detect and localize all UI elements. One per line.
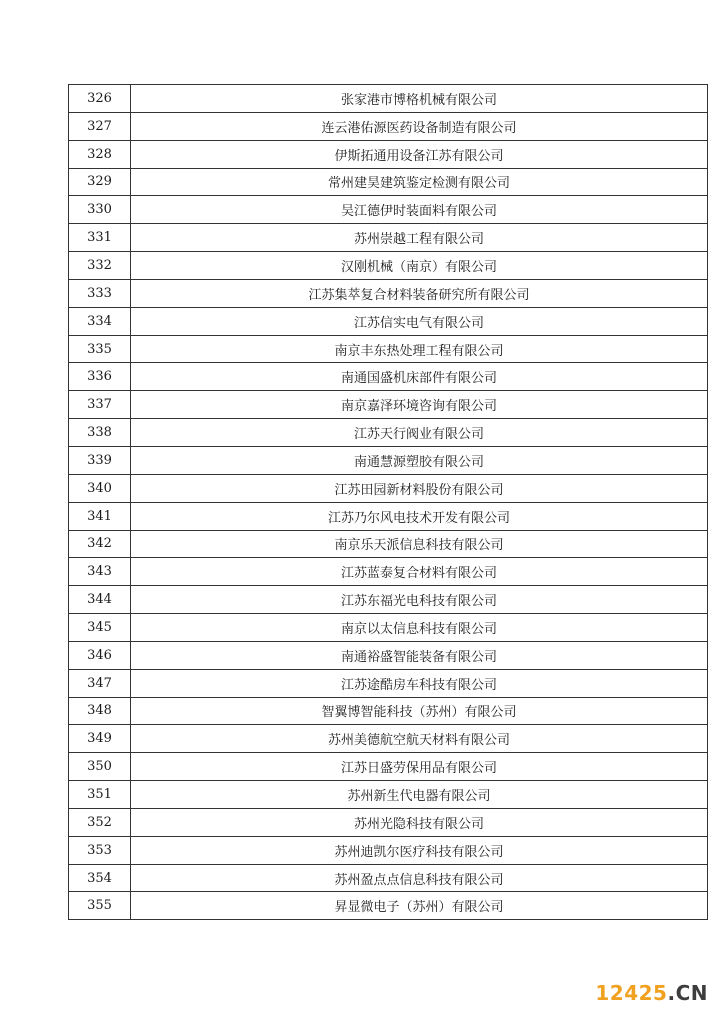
row-number-cell: 353 [69, 836, 131, 864]
table-row [69, 641, 708, 669]
row-number-cell: 331 [69, 224, 131, 252]
company-name-cell: 苏州光隐科技有限公司 [131, 808, 708, 836]
row-number-cell: 336 [69, 363, 131, 391]
row-number-cell: 330 [69, 196, 131, 224]
table-row [69, 335, 708, 363]
row-number-cell: 333 [69, 279, 131, 307]
row-number-cell: 347 [69, 669, 131, 697]
table-row [69, 168, 708, 196]
row-number-cell: 351 [69, 781, 131, 809]
table-row [69, 836, 708, 864]
table-row [69, 558, 708, 586]
row-number-cell: 348 [69, 697, 131, 725]
company-table-body [69, 85, 708, 920]
table-row [69, 753, 708, 781]
table-row [69, 112, 708, 140]
row-number-cell: 326 [69, 85, 131, 113]
company-name-cell: 苏州迪凯尔医疗科技有限公司 [131, 836, 708, 864]
company-name-cell: 江苏田园新材料股份有限公司 [131, 474, 708, 502]
row-number-cell: 335 [69, 335, 131, 363]
row-number-cell: 338 [69, 419, 131, 447]
row-number-cell: 332 [69, 252, 131, 280]
site-watermark-logo [595, 981, 708, 1005]
table-row [69, 419, 708, 447]
row-number-cell: 343 [69, 558, 131, 586]
table-row [69, 279, 708, 307]
company-name-cell: 南京以太信息科技有限公司 [131, 614, 708, 642]
table-row [69, 363, 708, 391]
table-row [69, 474, 708, 502]
row-number-cell: 349 [69, 725, 131, 753]
company-name-cell: 汉刚机械（南京）有限公司 [131, 252, 708, 280]
table-row [69, 140, 708, 168]
table-row [69, 614, 708, 642]
row-number-cell: 328 [69, 140, 131, 168]
company-name-cell: 伊斯拓通用设备江苏有限公司 [131, 140, 708, 168]
company-name-cell: 苏州盈点点信息科技有限公司 [131, 864, 708, 892]
table-row [69, 502, 708, 530]
row-number-cell: 355 [69, 892, 131, 920]
company-name-cell: 昇显微电子（苏州）有限公司 [131, 892, 708, 920]
company-name-cell: 南京嘉泽环境咨询有限公司 [131, 391, 708, 419]
table-row [69, 307, 708, 335]
table-row [69, 224, 708, 252]
table-row [69, 196, 708, 224]
company-name-cell: 南京乐天派信息科技有限公司 [131, 530, 708, 558]
company-name-cell: 南通国盛机床部件有限公司 [131, 363, 708, 391]
row-number-cell: 329 [69, 168, 131, 196]
row-number-cell: 345 [69, 614, 131, 642]
table-row [69, 586, 708, 614]
company-name-cell: 江苏蓝泰复合材料有限公司 [131, 558, 708, 586]
company-name-cell: 连云港佑源医药设备制造有限公司 [131, 112, 708, 140]
row-number-cell: 341 [69, 502, 131, 530]
company-name-cell: 智翼博智能科技（苏州）有限公司 [131, 697, 708, 725]
row-number-cell: 346 [69, 641, 131, 669]
table-row [69, 808, 708, 836]
table-row [69, 781, 708, 809]
company-name-cell: 江苏集萃复合材料装备研究所有限公司 [131, 279, 708, 307]
company-name-cell: 南通慧源塑胶有限公司 [131, 446, 708, 474]
row-number-cell: 327 [69, 112, 131, 140]
table-row [69, 697, 708, 725]
table-row [69, 669, 708, 697]
company-name-cell: 南京丰东热处理工程有限公司 [131, 335, 708, 363]
company-name-cell: 江苏日盛劳保用品有限公司 [131, 753, 708, 781]
company-name-cell: 江苏途酷房车科技有限公司 [131, 669, 708, 697]
company-name-cell: 南通裕盛智能装备有限公司 [131, 641, 708, 669]
company-name-cell: 吴江德伊时装面料有限公司 [131, 196, 708, 224]
company-name-cell: 江苏乃尔风电技术开发有限公司 [131, 502, 708, 530]
company-list-table [68, 84, 708, 920]
table-row [69, 892, 708, 920]
row-number-cell: 339 [69, 446, 131, 474]
row-number-cell: 352 [69, 808, 131, 836]
row-number-cell: 344 [69, 586, 131, 614]
row-number-cell: 334 [69, 307, 131, 335]
table-row [69, 725, 708, 753]
table-row [69, 391, 708, 419]
row-number-cell: 354 [69, 864, 131, 892]
table-row [69, 864, 708, 892]
watermark-suffix: .CN [667, 981, 708, 1005]
table-row [69, 530, 708, 558]
company-name-cell: 常州建昊建筑鉴定检测有限公司 [131, 168, 708, 196]
row-number-cell: 350 [69, 753, 131, 781]
row-number-cell: 337 [69, 391, 131, 419]
row-number-cell: 340 [69, 474, 131, 502]
company-name-cell: 苏州新生代电器有限公司 [131, 781, 708, 809]
company-name-cell: 江苏东福光电科技有限公司 [131, 586, 708, 614]
company-name-cell: 张家港市博格机械有限公司 [131, 85, 708, 113]
table-row [69, 446, 708, 474]
watermark-digits: 12425 [595, 981, 668, 1005]
table-row [69, 85, 708, 113]
company-name-cell: 江苏信实电气有限公司 [131, 307, 708, 335]
company-name-cell: 江苏天行阀业有限公司 [131, 419, 708, 447]
row-number-cell: 342 [69, 530, 131, 558]
company-name-cell: 苏州崇越工程有限公司 [131, 224, 708, 252]
table-row [69, 252, 708, 280]
company-name-cell: 苏州美德航空航天材料有限公司 [131, 725, 708, 753]
